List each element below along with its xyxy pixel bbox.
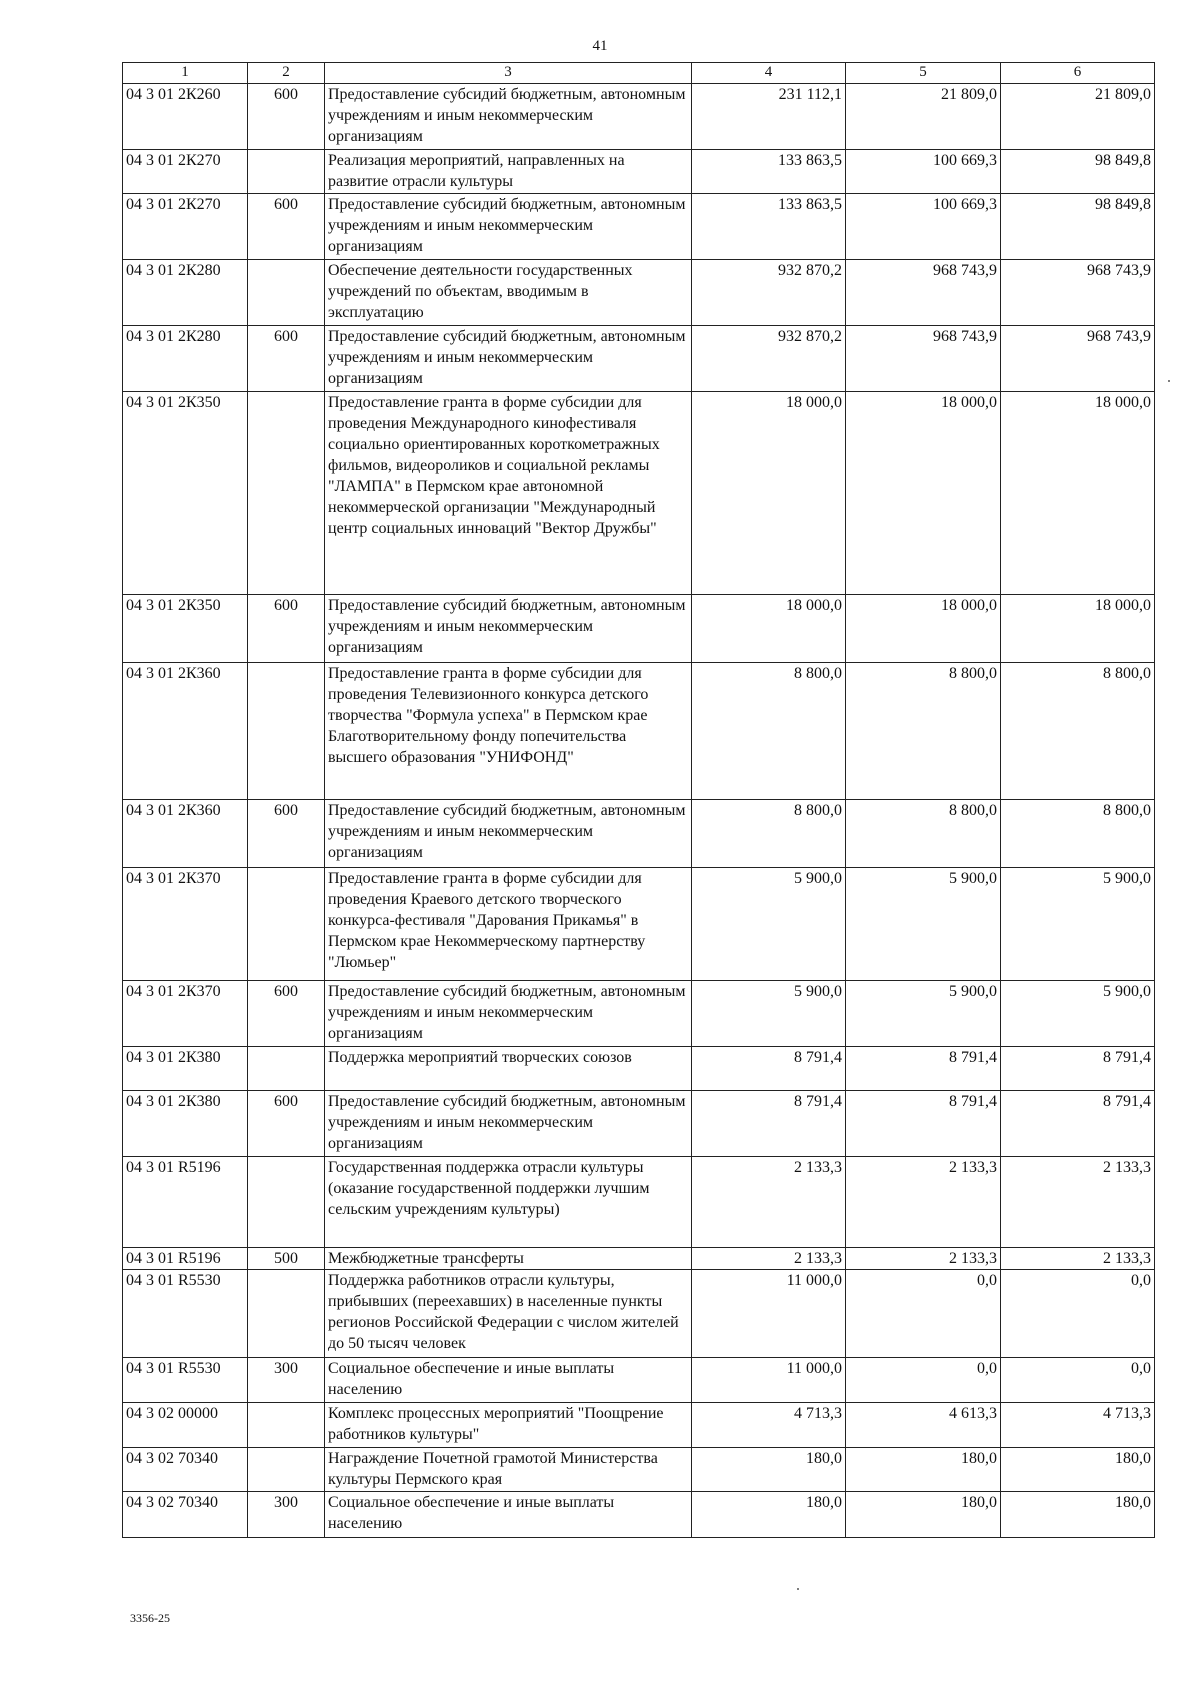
row-value-col4: 18 000,0 [692, 595, 846, 663]
row-code: 04 3 01 R5196 [123, 1157, 248, 1248]
row-value-col4: 4 713,3 [692, 1403, 846, 1448]
table-row [123, 981, 1155, 1047]
row-expense-type [248, 1403, 325, 1448]
row-name: Реализация мероприятий, направленных на развитие отрасли культуры [325, 150, 692, 194]
row-name: Поддержка мероприятий творческих союзов [325, 1047, 692, 1091]
row-value-col5: 100 669,3 [846, 194, 1001, 260]
document-footer-code: 3356-25 [130, 1611, 170, 1625]
row-value-col5: 8 800,0 [846, 663, 1001, 800]
row-value-col5: 968 743,9 [846, 260, 1001, 326]
row-expense-type: 600 [248, 326, 325, 392]
table-row [123, 260, 1155, 326]
table-row [123, 595, 1155, 663]
row-code: 04 3 01 2К280 [123, 260, 248, 326]
row-name: Социальное обеспечение и иные выплаты населению [325, 1492, 692, 1538]
row-name: Предоставление гранта в форме субсидии для проведения Краевого детского творческого конкурса-фестиваля "Дарования Прикамья" в Пермском крае Некоммерческому партнерству "Люмьер" [325, 868, 692, 981]
row-code: 04 3 01 2К350 [123, 392, 248, 595]
row-value-col6: 5 900,0 [1001, 981, 1155, 1047]
row-value-col6: 98 849,8 [1001, 150, 1155, 194]
row-expense-type: 600 [248, 981, 325, 1047]
row-value-col5: 8 800,0 [846, 800, 1001, 868]
row-expense-type [248, 1270, 325, 1358]
table-row [123, 326, 1155, 392]
row-value-col6: 2 133,3 [1001, 1157, 1155, 1248]
row-value-col5: 0,0 [846, 1358, 1001, 1403]
row-name: Предоставление субсидий бюджетным, автономным учреждениям и иным некоммерческим организациям [325, 194, 692, 260]
row-code: 04 3 01 2К350 [123, 595, 248, 663]
table-row [123, 1248, 1155, 1270]
row-value-col6: 4 713,3 [1001, 1403, 1155, 1448]
row-value-col5: 18 000,0 [846, 595, 1001, 663]
row-name: Поддержка работников отрасли культуры, прибывших (переехавших) в населенные пункты регионов Российской Федерации с числом жителей до 50 тысяч человек [325, 1270, 692, 1358]
row-expense-type [248, 663, 325, 800]
column-header-4: 4 [692, 63, 846, 84]
row-value-col6: 8 800,0 [1001, 663, 1155, 800]
row-value-col4: 8 791,4 [692, 1091, 846, 1157]
row-value-col4: 18 000,0 [692, 392, 846, 595]
column-header-5: 5 [846, 63, 1001, 84]
row-code: 04 3 01 2К260 [123, 84, 248, 150]
row-value-col6: 21 809,0 [1001, 84, 1155, 150]
column-header-6: 6 [1001, 63, 1155, 84]
table-row [123, 1047, 1155, 1091]
table-row [123, 1270, 1155, 1358]
row-name: Предоставление субсидий бюджетным, автономным учреждениям и иным некоммерческим организациям [325, 981, 692, 1047]
table-row [123, 392, 1155, 595]
row-value-col5: 21 809,0 [846, 84, 1001, 150]
row-value-col4: 133 863,5 [692, 150, 846, 194]
row-expense-type [248, 1448, 325, 1492]
row-code: 04 3 01 R5530 [123, 1358, 248, 1403]
row-name: Комплекс процессных мероприятий "Поощрение работников культуры" [325, 1403, 692, 1448]
scan-speck [797, 1588, 799, 1590]
page-number: 41 [592, 38, 608, 54]
row-value-col5: 8 791,4 [846, 1047, 1001, 1091]
row-code: 04 3 01 2К370 [123, 981, 248, 1047]
row-name: Предоставление субсидий бюджетным, автономным учреждениям и иным некоммерческим организациям [325, 326, 692, 392]
row-name: Предоставление субсидий бюджетным, автономным учреждениям и иным некоммерческим организациям [325, 800, 692, 868]
table-row [123, 800, 1155, 868]
row-code: 04 3 01 2К360 [123, 663, 248, 800]
row-code: 04 3 01 R5196 [123, 1248, 248, 1270]
row-value-col5: 968 743,9 [846, 326, 1001, 392]
row-value-col4: 5 900,0 [692, 868, 846, 981]
row-expense-type [248, 150, 325, 194]
table-row [123, 1157, 1155, 1248]
table-row [123, 194, 1155, 260]
row-value-col4: 180,0 [692, 1492, 846, 1538]
row-value-col5: 8 791,4 [846, 1091, 1001, 1157]
row-value-col4: 5 900,0 [692, 981, 846, 1047]
row-value-col5: 0,0 [846, 1270, 1001, 1358]
row-name: Предоставление субсидий бюджетным, автономным учреждениям и иным некоммерческим организациям [325, 595, 692, 663]
row-value-col6: 8 791,4 [1001, 1047, 1155, 1091]
row-value-col4: 180,0 [692, 1448, 846, 1492]
row-value-col5: 4 613,3 [846, 1403, 1001, 1448]
row-code: 04 3 02 00000 [123, 1403, 248, 1448]
table-header-row [123, 63, 1155, 84]
row-code: 04 3 01 2К280 [123, 326, 248, 392]
row-value-col4: 133 863,5 [692, 194, 846, 260]
row-expense-type: 600 [248, 800, 325, 868]
row-value-col4: 2 133,3 [692, 1248, 846, 1270]
row-expense-type: 600 [248, 595, 325, 663]
table-row [123, 84, 1155, 150]
row-value-col6: 968 743,9 [1001, 260, 1155, 326]
row-value-col5: 2 133,3 [846, 1248, 1001, 1270]
row-value-col4: 8 800,0 [692, 663, 846, 800]
table-row [123, 1448, 1155, 1492]
row-value-col5: 5 900,0 [846, 981, 1001, 1047]
row-value-col4: 11 000,0 [692, 1270, 846, 1358]
row-code: 04 3 01 2К380 [123, 1091, 248, 1157]
row-code: 04 3 01 2К270 [123, 150, 248, 194]
table-row [123, 1403, 1155, 1448]
row-expense-type: 600 [248, 84, 325, 150]
row-name: Обеспечение деятельности государственных учреждений по объектам, вводимым в эксплуатацию [325, 260, 692, 326]
row-expense-type [248, 1157, 325, 1248]
row-value-col5: 5 900,0 [846, 868, 1001, 981]
row-value-col6: 180,0 [1001, 1448, 1155, 1492]
row-code: 04 3 02 70340 [123, 1448, 248, 1492]
row-value-col6: 18 000,0 [1001, 595, 1155, 663]
row-value-col6: 968 743,9 [1001, 326, 1155, 392]
table-row [123, 1358, 1155, 1403]
table-row [123, 1492, 1155, 1538]
row-name: Предоставление субсидий бюджетным, автономным учреждениям и иным некоммерческим организациям [325, 1091, 692, 1157]
row-value-col5: 180,0 [846, 1492, 1001, 1538]
row-value-col4: 8 791,4 [692, 1047, 846, 1091]
row-value-col6: 8 800,0 [1001, 800, 1155, 868]
row-value-col6: 0,0 [1001, 1270, 1155, 1358]
row-code: 04 3 01 2К270 [123, 194, 248, 260]
row-value-col5: 2 133,3 [846, 1157, 1001, 1248]
row-value-col6: 2 133,3 [1001, 1248, 1155, 1270]
row-expense-type: 300 [248, 1492, 325, 1538]
row-expense-type: 600 [248, 194, 325, 260]
row-expense-type: 300 [248, 1358, 325, 1403]
row-expense-type: 600 [248, 1091, 325, 1157]
row-value-col4: 932 870,2 [692, 260, 846, 326]
row-code: 04 3 01 2К380 [123, 1047, 248, 1091]
table-row [123, 663, 1155, 800]
row-name: Награждение Почетной грамотой Министерства культуры Пермского края [325, 1448, 692, 1492]
row-expense-type [248, 392, 325, 595]
row-value-col6: 8 791,4 [1001, 1091, 1155, 1157]
row-code: 04 3 01 R5530 [123, 1270, 248, 1358]
row-value-col4: 8 800,0 [692, 800, 846, 868]
budget-table [122, 62, 1155, 1538]
column-header-1: 1 [123, 63, 248, 84]
row-value-col5: 18 000,0 [846, 392, 1001, 595]
column-header-2: 2 [248, 63, 325, 84]
row-name: Предоставление гранта в форме субсидии для проведения Телевизионного конкурса детского творчества "Формула успеха" в Пермском крае Благотворительному фонду попечительства высшего образования "УНИФОНД" [325, 663, 692, 800]
table-row [123, 1091, 1155, 1157]
row-value-col6: 18 000,0 [1001, 392, 1155, 595]
row-expense-type [248, 260, 325, 326]
row-name: Социальное обеспечение и иные выплаты населению [325, 1358, 692, 1403]
row-expense-type: 500 [248, 1248, 325, 1270]
row-value-col4: 231 112,1 [692, 84, 846, 150]
row-name: Государственная поддержка отрасли культуры (оказание государственной поддержки лучшим сельским учреждениям культуры) [325, 1157, 692, 1248]
table-row [123, 868, 1155, 981]
table-row [123, 150, 1155, 194]
row-value-col6: 180,0 [1001, 1492, 1155, 1538]
row-value-col4: 11 000,0 [692, 1358, 846, 1403]
row-name: Предоставление субсидий бюджетным, автономным учреждениям и иным некоммерческим организациям [325, 84, 692, 150]
column-header-3: 3 [325, 63, 692, 84]
row-value-col4: 2 133,3 [692, 1157, 846, 1248]
row-code: 04 3 01 2К370 [123, 868, 248, 981]
row-value-col5: 180,0 [846, 1448, 1001, 1492]
row-value-col4: 932 870,2 [692, 326, 846, 392]
row-value-col5: 100 669,3 [846, 150, 1001, 194]
row-name: Предоставление гранта в форме субсидии для проведения Международного кинофестиваля социально ориентированных короткометражных фильмов, видеороликов и социальной рекламы "ЛАМПА" в Пермском крае автономной некоммерческой организации "Международный центр социальных инноваций "Вектор Дружбы" [325, 392, 692, 595]
row-code: 04 3 01 2К360 [123, 800, 248, 868]
row-value-col6: 98 849,8 [1001, 194, 1155, 260]
row-expense-type [248, 868, 325, 981]
row-value-col6: 0,0 [1001, 1358, 1155, 1403]
row-expense-type [248, 1047, 325, 1091]
row-name: Межбюджетные трансферты [325, 1248, 692, 1270]
row-code: 04 3 02 70340 [123, 1492, 248, 1538]
row-value-col6: 5 900,0 [1001, 868, 1155, 981]
scan-speck [1168, 380, 1170, 382]
